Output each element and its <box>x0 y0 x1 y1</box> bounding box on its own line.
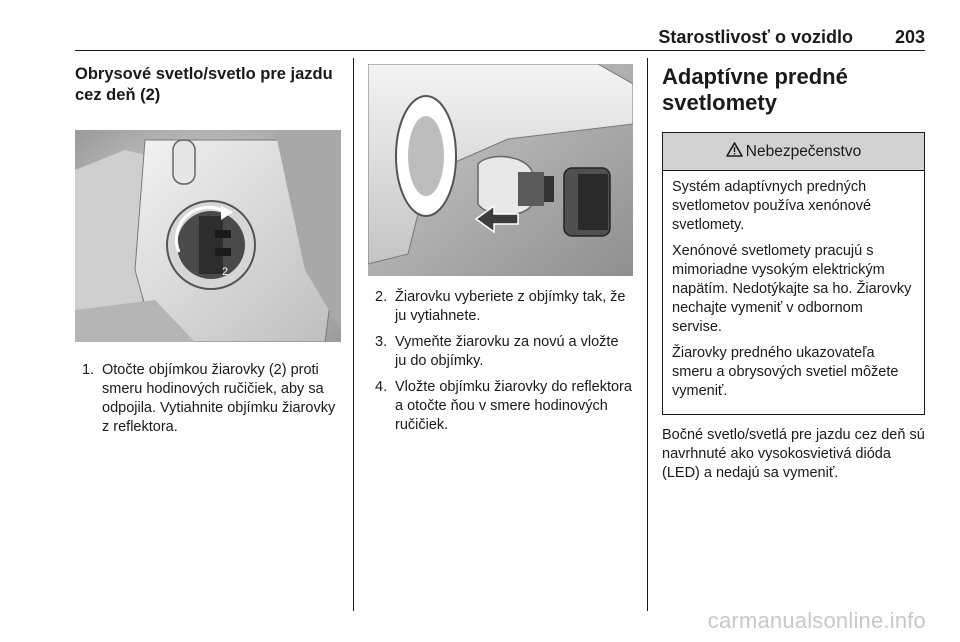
figure-callout-label: 2 <box>222 266 229 278</box>
page-header <box>75 26 925 51</box>
warning-paragraph: Systém adaptívnych predných svetlometov používa xenónové svetlomety. <box>672 179 872 233</box>
warning-heading: Nebezpečenstvo <box>745 142 862 160</box>
column-divider <box>353 58 354 611</box>
warning-paragraph: Xenónové svetlomety pracujú s mimoriadne vysokým elektrickým napätím. Nedotýkajte sa ho. Žiarovky nechajte vymeniť v odbornom servise. <box>672 243 912 335</box>
bulb-socket-illustration <box>75 130 341 342</box>
step-text: Otočte objímkou žiarovky (2) proti smeru hodinových ručičiek, aby sa odpojila. Vytiahnite objímku žiarovky z reflektora. <box>102 362 336 435</box>
step-number: 1. <box>82 362 95 378</box>
list-item <box>368 333 633 371</box>
watermark: carmanualsonline.info <box>707 608 926 633</box>
step-text: Vymeňte žiarovku za novú a vložte ju do objímky. <box>395 334 619 369</box>
step-text: Žiarovku vyberiete z objímky tak, že ju vytiahnete. <box>395 289 626 324</box>
instruction-list <box>75 361 341 437</box>
list-item <box>368 288 633 326</box>
body-text: Bočné svetlo/svetlá pre jazdu cez deň sú navrhnuté ako vysokosvietivá dióda (LED) a nedajú sa vymeniť. <box>662 427 925 481</box>
section-title: Adaptívne predné svetlomety <box>662 64 848 115</box>
column-middle <box>368 64 633 442</box>
warning-header <box>663 133 924 171</box>
column-left <box>75 64 341 444</box>
warning-paragraph: Žiarovky predného ukazovateľa smeru a obrysových svetiel môžete vymeniť. <box>672 345 899 399</box>
section-title: Obrysové svetlo/svetlo pre jazdu cez deň (2) <box>75 65 333 104</box>
instruction-list <box>368 288 633 435</box>
danger-warning-box <box>662 132 925 415</box>
list-item <box>75 361 341 437</box>
step-number: 3. <box>375 334 388 350</box>
bulb-removal-illustration <box>368 64 633 276</box>
page-number: 203 <box>894 27 925 47</box>
warning-triangle-icon <box>726 142 743 162</box>
step-text: Vložte objímku žiarovky do reflektora a otočte ňou v smere hodinových ručičiek. <box>395 379 632 433</box>
step-number: 2. <box>375 289 388 305</box>
step-number: 4. <box>375 379 388 395</box>
warning-body <box>663 171 924 414</box>
column-right <box>662 64 926 498</box>
column-divider <box>647 58 648 611</box>
chapter-title: Starostlivosť o vozidlo <box>658 27 853 47</box>
list-item <box>368 378 633 435</box>
